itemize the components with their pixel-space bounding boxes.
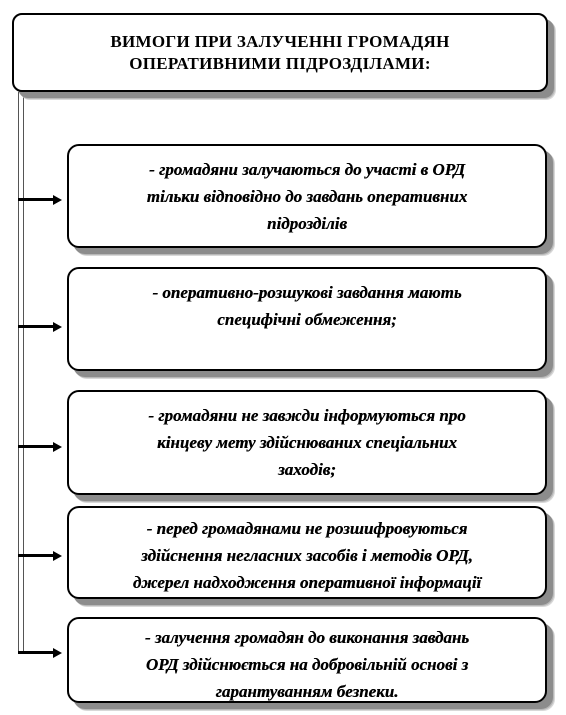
arrow-2 (18, 322, 62, 332)
title-box (12, 13, 548, 92)
connector-line (18, 92, 19, 652)
requirement-text-3: - громадяни не завжди інформуються про кінцеву мету здійснюваних спеціальних заходів; (148, 406, 466, 479)
arrow-5 (18, 648, 62, 658)
requirement-text-2: - оперативно-розшукові завдання мають специфічні обмеження; (152, 283, 462, 329)
requirement-box-1 (67, 144, 547, 248)
arrow-1 (18, 195, 62, 205)
arrow-4 (18, 551, 62, 561)
requirement-box-4 (67, 506, 547, 599)
requirement-box-2 (67, 267, 547, 371)
requirement-box-3 (67, 390, 547, 495)
requirement-box-5 (67, 617, 547, 703)
requirement-text-1: - громадяни залучаються до участі в ОРД тільки відповідно до завдань оперативних підрозділів (146, 160, 468, 233)
requirement-text-5: - залучення громадян до виконання завдань ОРД здійснюється на добровільній основі з гарантуванням безпеки. (144, 628, 470, 701)
arrow-3 (18, 442, 62, 452)
diagram-title: ВИМОГИ ПРИ ЗАЛУЧЕННІ ГРОМАДЯН ОПЕРАТИВНИМИ ПІДРОЗДІЛАМИ: (110, 31, 450, 73)
requirement-text-4: - перед громадянами не розшифровуються здійснення негласних засобів і методів ОРД, джерел надходження оперативної інформації (132, 519, 482, 592)
connector-line-inner (23, 92, 24, 652)
